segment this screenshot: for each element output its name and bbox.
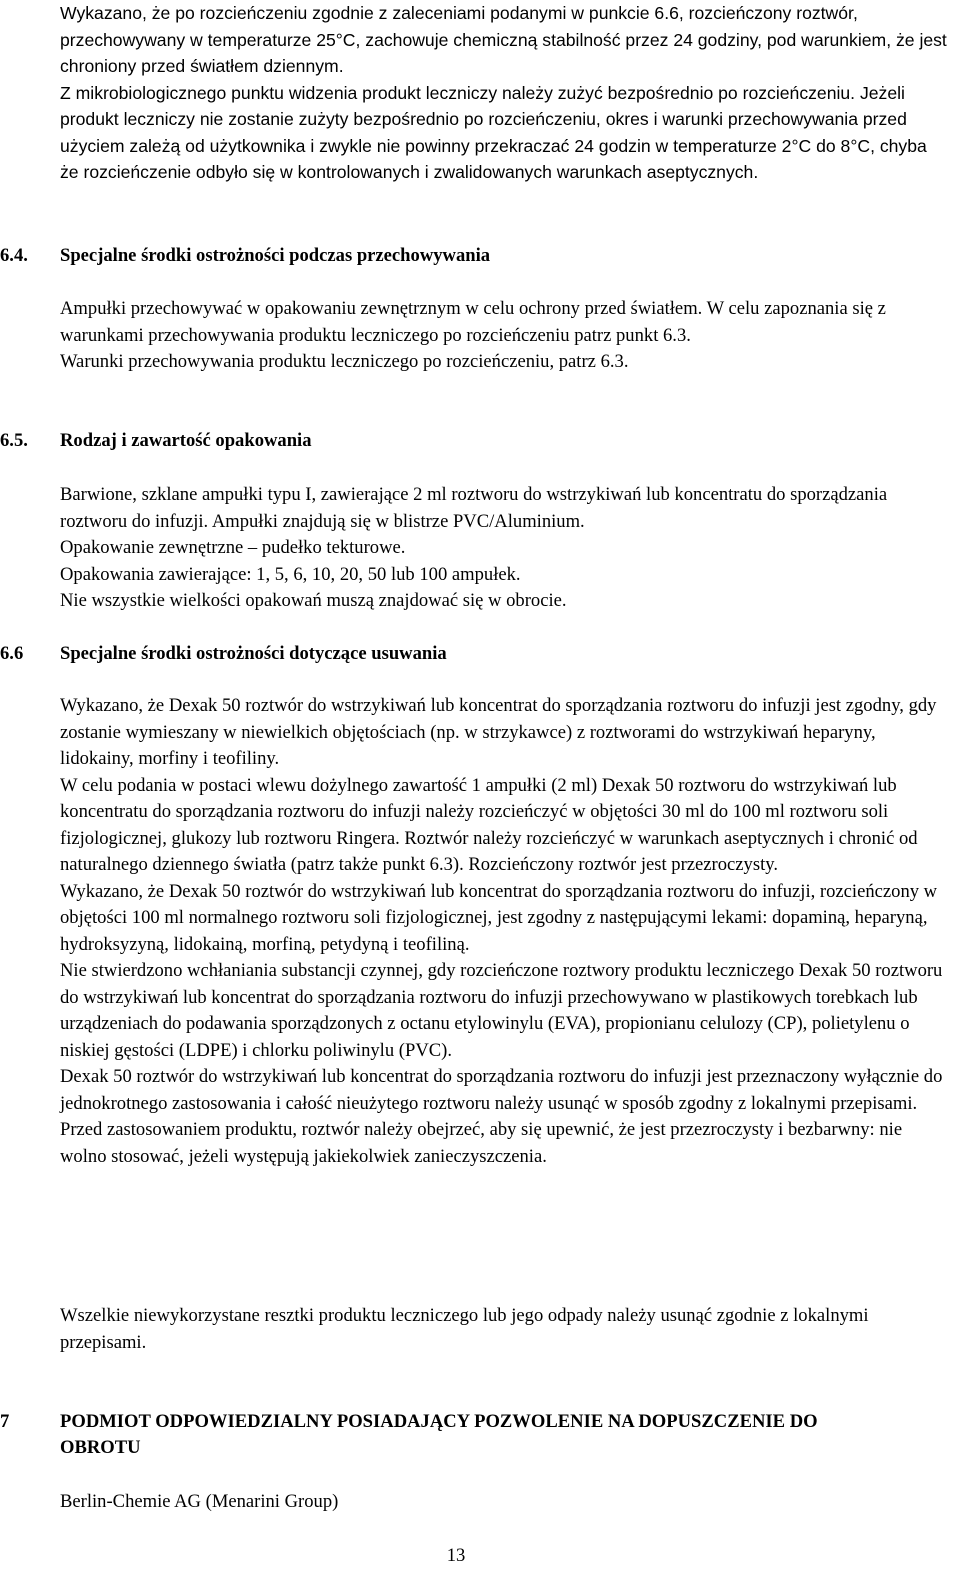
heading-6-6-number: 6.6 bbox=[0, 643, 24, 664]
section-6-6-paragraph-2: W celu podania w postaci wlewu dożylnego zawartość 1 ampułki (2 ml) Dexak 50 roztworu do wstrzykiwań lub koncentratu do sporządzania roztworu do infuzji należy rozcieńczyć w objętości 30 ml do 100 ml roztworu soli fizjologicznej, glukozy lub roztworu Ringera. Roztwór należy rozcieńczyć w warunkach aseptycznych i chronić od naturalnego dziennego światła (patrz także punkt 6.3). Rozcieńczony roztwór jest przezroczysty. bbox=[60, 774, 918, 875]
section-6-4-body bbox=[60, 296, 950, 376]
intro-block bbox=[60, 0, 950, 186]
section-6-5-paragraph-1: Barwione, szklane ampułki typu I, zawierające 2 ml roztworu do wstrzykiwań lub koncentratu do sporządzania roztworu do infuzji. Ampułki znajdują się w blistrze PVC/Aluminium. bbox=[60, 484, 888, 532]
section-6-6-disposal bbox=[60, 1303, 950, 1356]
section-6-6-paragraph-1: Wykazano, że Dexak 50 roztwór do wstrzykiwań lub koncentrat do sporządzania roztworu do infuzji jest zgodny, gdy zostanie wymieszany w niewielkich objętościach (np. w strzykawce) z roztworami do wstrzykiwań heparyny, lidokainy, morfiny i teofiliny. bbox=[60, 695, 937, 769]
section-6-6-paragraph-4: Nie stwierdzono wchłaniania substancji czynnej, gdy rozcieńczone roztwory produktu leczniczego Dexak 50 roztworu do wstrzykiwań lub koncentrat do sporządzania roztworu do infuzji przechowywano w plastikowych torebkach lub urządzeniach do podawania sporządzonych z octanu etylowinylu (EVA), propionianu celulozy (CP), polietylenu o niskiej gęstości (LDPE) i chlorku poliwinylu (PVC). bbox=[60, 960, 943, 1061]
intro-paragraph-1: Wykazano, że po rozcieńczeniu zgodnie z zaleceniami podanymi w punkcie 6.6, rozcieńczony roztwór, przechowywany w temperaturze 25°C, zachowuje chemiczną stabilność przez 24 godziny, pod warunkiem, że jest chroniony przed światłem dziennym. bbox=[60, 3, 947, 76]
section-6-5-body bbox=[60, 482, 950, 615]
section-6-5-paragraph-3: Opakowania zawierające: 1, 5, 6, 10, 20, 50 lub 100 ampułek. bbox=[60, 563, 521, 585]
marketing-authorisation-holder: Berlin-Chemie AG (Menarini Group) bbox=[60, 1491, 339, 1512]
section-6-5-paragraph-4: Nie wszystkie wielkości opakowań muszą znajdować się w obrocie. bbox=[60, 590, 567, 611]
section-6-6-body bbox=[60, 693, 950, 1170]
intro-paragraph-2: Z mikrobiologicznego punktu widzenia produkt leczniczy należy zużyć bezpośrednio po rozcieńczeniu. Jeżeli produkt leczniczy nie zostanie zużyty bezpośrednio po rozcieńczeniu, okres i warunki przechowywania przed użyciem zależą od użytkownika i zwykle nie powinny przekraczać 24 godzin w temperaturze 2°C do 8°C, chyba że rozcieńczenie odbyło się w kontrolowanych i zwalidowanych warunkach aseptycznych. bbox=[60, 82, 927, 182]
page-number: 13 bbox=[446, 1545, 466, 1566]
heading-6-5-number: 6.5. bbox=[0, 430, 28, 451]
heading-6-6-title: Specjalne środki ostrożności dotyczące usuwania bbox=[60, 643, 447, 664]
heading-7 bbox=[0, 1409, 900, 1469]
heading-7-title: PODMIOT ODPOWIEDZIALNY POSIADAJĄCY POZWOLENIE NA DOPUSZCZENIE DO OBROTU bbox=[60, 1411, 818, 1458]
heading-6-4-title: Specjalne środki ostrożności podczas przechowywania bbox=[60, 245, 491, 266]
section-6-6-paragraph-3: Wykazano, że Dexak 50 roztwór do wstrzykiwań lub koncentrat do sporządzania roztworu do infuzji, rozcieńczony w objętości 100 ml normalnego roztworu soli fizjologicznej, jest zgodny z następującymi lekami: dopaminą, heparyną, hydroksyzyną, lidokainą, morfiną, petydyną i teofiliną. bbox=[60, 880, 938, 955]
heading-6-4-number: 6.4. bbox=[0, 245, 28, 266]
section-6-5-paragraph-2: Opakowanie zewnętrzne – pudełko tekturowe. bbox=[60, 537, 406, 558]
heading-6-5-title: Rodzaj i zawartość opakowania bbox=[60, 430, 312, 451]
section-6-4-paragraph-2: Warunki przechowywania produktu leczniczego po rozcieńczeniu, patrz 6.3. bbox=[60, 351, 629, 372]
section-6-6-paragraph-5: Dexak 50 roztwór do wstrzykiwań lub koncentrat do sporządzania roztworu do infuzji jest przeznaczony wyłącznie do jednokrotnego zastosowania i całość nieużytego roztworu należy usunąć w sposób zgodny z lokalnymi przepisami. Przed zastosowaniem produktu, roztwór należy obejrzeć, aby się upewnić, że jest przezroczysty i bezbarwny: nie wolno stosować, jeżeli występują jakiekolwiek zanieczyszczenia. bbox=[60, 1066, 943, 1167]
heading-7-number: 7 bbox=[0, 1411, 10, 1432]
section-7-body bbox=[60, 1489, 950, 1516]
section-6-6-paragraph-6: Wszelkie niewykorzystane resztki produktu leczniczego lub jego odpady należy usunąć zgodnie z lokalnymi przepisami. bbox=[60, 1305, 869, 1353]
section-6-4-paragraph-1: Ampułki przechowywać w opakowaniu zewnętrznym w celu ochrony przed światłem. W celu zapoznania się z warunkami przechowywania produktu leczniczego po rozcieńczeniu patrz punkt 6.3. bbox=[60, 298, 886, 346]
